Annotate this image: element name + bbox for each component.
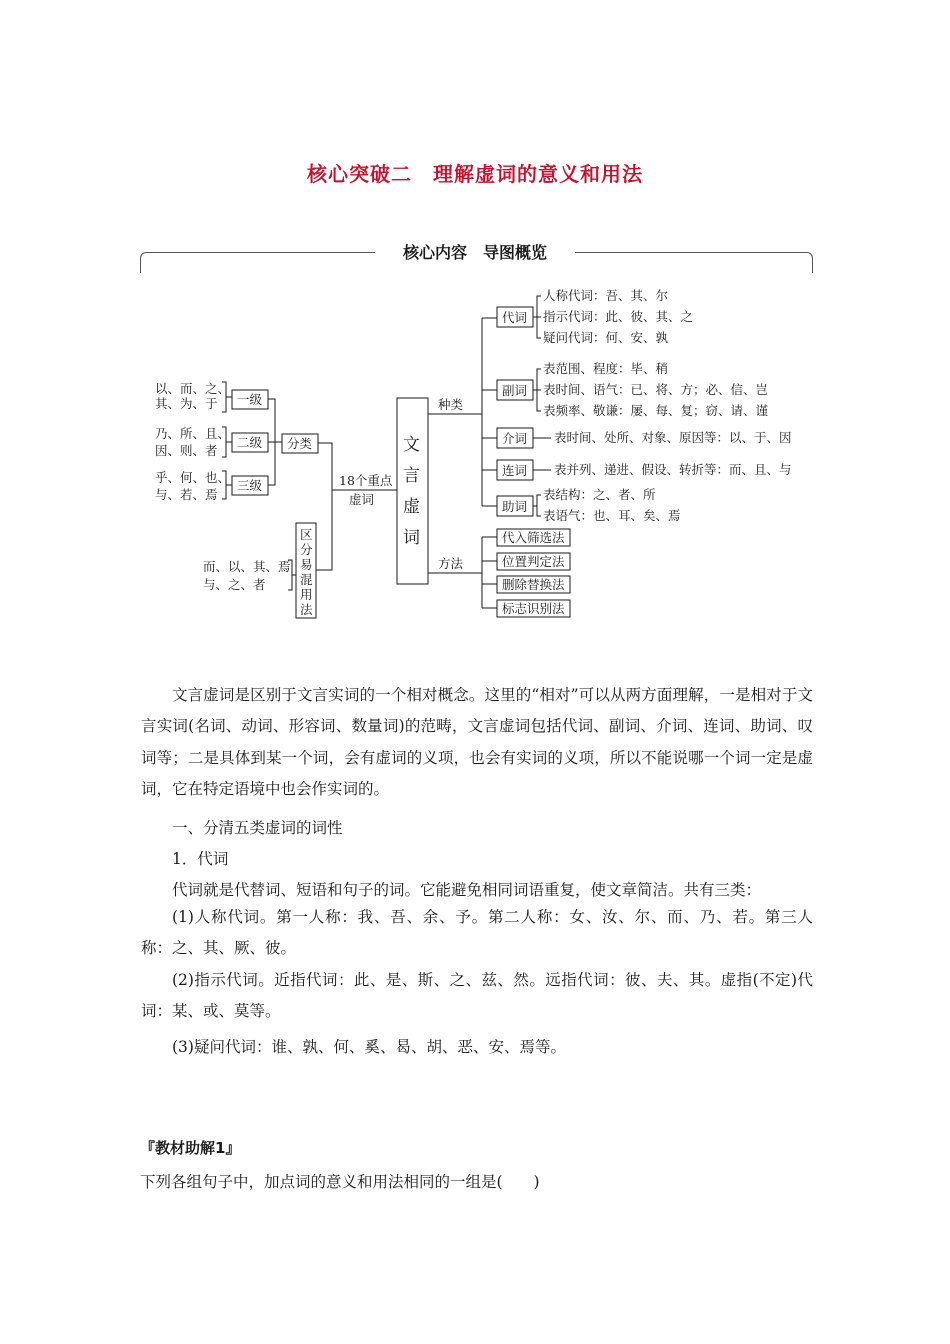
personal-pronoun-paragraph: (1)人称代词。第一人称：我、吾、余、予。第二人称：女、汝、尔、而、乃、若。第三人称：之、其、厥、彼。 <box>141 908 813 958</box>
center-char-4: 词 <box>403 528 420 548</box>
level3-words-b: 与、若、焉 <box>155 487 218 502</box>
level2-words-b: 因、则、者 <box>155 443 218 458</box>
adverb-item-1: 表范围、程度：毕、稍 <box>543 361 669 376</box>
pronoun-definition: 代词就是代替词、短语和句子的词。它能避免相同词语重复，使文章简洁。共有三类： <box>172 881 762 899</box>
pronoun-item-3: 疑问代词：何、安、孰 <box>543 330 669 345</box>
level1-words-a: 以、而、之、 <box>155 381 231 396</box>
exercise-label: 『教材助解1』 <box>140 1139 241 1157</box>
type-conjunction: 连词 <box>502 463 528 478</box>
type-adverb: 副词 <box>502 383 528 398</box>
level1-label: 一级 <box>237 392 263 407</box>
type-particle: 助词 <box>502 499 528 514</box>
exercise-question: 下列各组句子中，加点词的意义和用法相同的一组是( ) <box>140 1173 540 1191</box>
level3-words-a: 乎、何、也、 <box>155 470 231 485</box>
particle-item-1: 表结构：之、者、所 <box>543 487 656 502</box>
method-4: 标志识别法 <box>502 601 565 616</box>
level3-label: 三级 <box>237 478 263 493</box>
confusion-char-3: 易 <box>300 557 313 572</box>
heading-word-classes: 一、分清五类虚词的词性 <box>172 819 343 837</box>
confusion-char-1: 区 <box>300 527 313 542</box>
preposition-item-1: 表时间、处所、对象、原因等：以、于、因 <box>554 430 792 445</box>
level2-label: 二级 <box>237 435 263 450</box>
heading-pronoun: 1．代词 <box>172 850 229 868</box>
page-title: 核心突破二 理解虚词的意义和用法 <box>307 162 643 186</box>
confusion-char-4: 混 <box>300 572 313 587</box>
zhonglei-label: 种类 <box>438 397 464 412</box>
confusion-char-2: 分 <box>300 542 313 557</box>
fenlei-label: 分类 <box>287 436 313 451</box>
confusion-words-a: 而、以、其、焉 <box>203 559 291 574</box>
method-2: 位置判定法 <box>502 554 565 569</box>
level2-words-a: 乃、所、且、 <box>155 426 231 441</box>
method-1: 代入筛选法 <box>502 530 565 545</box>
section-header: 核心内容 导图概览 <box>375 240 575 263</box>
type-pronoun: 代词 <box>502 310 528 325</box>
fangfa-label: 方法 <box>438 556 464 571</box>
type-preposition: 介词 <box>502 431 528 446</box>
intro-paragraph: 文言虚词是区别于文言实词的一个相对概念。这里的“相对”可以从两方面理解，一是相对于文言实词(名词、动词、形容词、数量词)的范畴，文言虚词包括代词、副词、介词、连词、助词、叹词等；二是具体到某一个词，会有虚词的义项，也会有实词的义项，所以不能说哪一个词一定是虚词，它在特定语境中也会作实词的。 <box>141 686 813 798</box>
interrogative-pronoun-line: (3)疑问代词：谁、孰、何、奚、曷、胡、恶、安、焉等。 <box>172 1038 566 1056</box>
confusion-words-b: 与、之、者 <box>203 577 266 592</box>
confusion-char-5: 用 <box>300 587 313 602</box>
adverb-item-2: 表时间、语气：已、将、方；必、信、岂 <box>543 382 769 397</box>
level1-words-b: 其、为、于 <box>155 396 218 411</box>
demonstrative-pronoun-paragraph: (2)指示代词。近指代词：此、是、斯、之、兹、然。远指代词：彼、夫、其。虚指(不定)代词：某、或、莫等。 <box>141 971 813 1021</box>
particle-item-2: 表语气：也、耳、矣、焉 <box>543 508 681 523</box>
center-char-1: 文 <box>403 435 420 455</box>
mid-label-a: 18个重点 <box>339 473 393 488</box>
adverb-item-3: 表频率、敬谦：屡、每、复；窃、请、谨 <box>543 403 769 418</box>
center-char-2: 言 <box>403 466 420 486</box>
conjunction-item-1: 表并列、递进、假设、转折等：而、且、与 <box>554 462 792 477</box>
pronoun-item-1: 人称代词：吾、其、尔 <box>543 288 669 303</box>
confusion-char-6: 法 <box>300 602 313 617</box>
center-char-3: 虚 <box>403 497 420 517</box>
method-3: 删除替换法 <box>502 577 565 592</box>
pronoun-item-2: 指示代词：此、彼、其、之 <box>543 309 694 324</box>
concept-map <box>0 0 950 640</box>
mid-label-b: 虚词 <box>349 492 375 507</box>
